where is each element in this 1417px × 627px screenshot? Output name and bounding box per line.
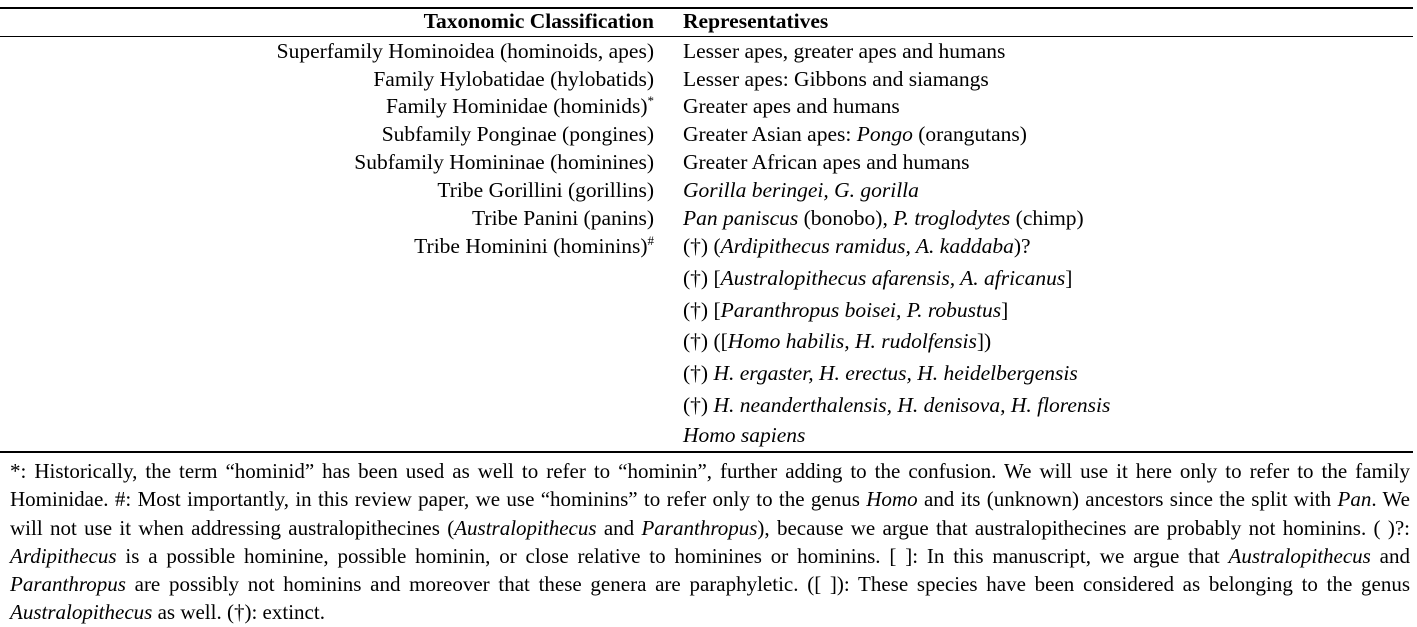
footnote-run: . We will not use it when addressing australopithecines ( [10, 487, 1411, 540]
representatives-run: (orangutans) [912, 122, 1027, 146]
representatives-run: Homo habilis, H. rudolfensis [727, 329, 977, 353]
representatives-cell [683, 152, 970, 174]
representatives-cell [683, 41, 1005, 63]
classification-cell [277, 41, 654, 63]
representatives-run: (†) [ [683, 298, 721, 322]
classification-cell [385, 93, 654, 118]
footnote-run: Paranthropus [10, 572, 126, 597]
representatives-cell [683, 300, 1008, 322]
representatives-cell [683, 331, 991, 353]
representatives-run: H. ergaster, H. erectus, H. heidelbergensis [713, 361, 1078, 385]
classification-cell [382, 124, 654, 146]
representatives-run: Lesser apes: Gibbons and siamangs [683, 67, 989, 91]
representatives-run: Lesser apes, greater apes and humans [683, 39, 1006, 63]
footnote-run: Australopithecus [454, 515, 597, 540]
footnote-run: is a possible hominine, possible hominin, or close relative to hominines or hominins. [ ]: In this manuscript, we argue that [116, 543, 1229, 568]
representatives-run: Greater apes and humans [683, 94, 900, 118]
representatives-run: Australopithecus afarensis, A. africanus [720, 266, 1066, 290]
column-header-taxonomic-classification: Taxonomic Classification [423, 9, 654, 33]
representatives-cell [683, 363, 1078, 385]
footnote-run: Homo [866, 487, 918, 512]
representatives-run: Greater Asian apes: [683, 122, 857, 146]
footnote-run: as well. (†): extinct. [152, 600, 325, 625]
representatives-cell [683, 96, 900, 118]
representatives-run: Gorilla beringei, G. gorilla [683, 178, 919, 202]
classification-label: Tribe Hominini (hominins) [414, 234, 648, 258]
footnote-marker: * [647, 93, 654, 108]
classification-cell [354, 152, 654, 174]
representatives-run: ] [1065, 266, 1073, 290]
representatives-cell [683, 395, 1110, 417]
representatives-run: ]) [976, 329, 992, 353]
classification-label: Family Hominidae (hominids) [385, 94, 648, 118]
representatives-run: Pongo [856, 122, 913, 146]
representatives-run: Ardipithecus ramidus, A. kaddaba [720, 234, 1014, 258]
footnote-run: Ardipithecus [10, 543, 117, 568]
representatives-run: (bonobo), [798, 206, 894, 230]
footnote-run: ), because we argue that australopithecines are probably not hominins. ( )?: [757, 515, 1410, 540]
footnote-run: Pan [1337, 487, 1372, 512]
representatives-run: ] [1001, 298, 1009, 322]
representatives-run: Pan paniscus [683, 206, 799, 230]
classification-label: Subfamily Homininae (hominines) [354, 150, 654, 174]
representatives-run: )? [1013, 234, 1031, 258]
footnote-run: and its (unknown) ancestors since the split with [917, 487, 1338, 512]
classification-label: Family Hylobatidae (hylobatids) [373, 67, 654, 91]
representatives-cell [683, 425, 805, 447]
footnote-run: Australopithecus [10, 600, 153, 625]
representatives-run: Paranthropus boisei, P. robustus [720, 298, 1002, 322]
representatives-run: (†) [683, 361, 714, 385]
footnote-run: *: Historically, the term “hominid” has been used as well to refer to “hominin”, further adding to the confusion. We will use it here only to refer to the family Hominidae. #: Most importantly, in this review paper, we use “hominins” to refer only to the genus [10, 459, 1410, 512]
table-footnote [10, 457, 1410, 627]
classification-cell [472, 208, 654, 230]
classification-cell [437, 180, 654, 202]
classification-cell [414, 233, 654, 258]
representatives-run: P. troglodytes [893, 206, 1011, 230]
classification-cell [373, 69, 654, 91]
representatives-run: (chimp) [1010, 206, 1084, 230]
footnote-run: Australopithecus [1228, 543, 1371, 568]
representatives-cell [683, 208, 1084, 230]
representatives-cell [683, 180, 919, 202]
classification-label: Subfamily Ponginae (pongines) [381, 122, 654, 146]
classification-label: Tribe Panini (panins) [472, 206, 654, 230]
representatives-run: Homo sapiens [683, 423, 806, 447]
representatives-run: (†) ([ [683, 329, 728, 353]
representatives-run: (†) [ [683, 266, 721, 290]
representatives-run: H. neanderthalensis, H. denisova, H. florensis [713, 393, 1111, 417]
representatives-run: (†) [683, 393, 714, 417]
footnote-run: are possibly not hominins and moreover that these genera are paraphyletic. ([ ]): These species have been considered as belonging to the genus [125, 572, 1410, 597]
footnote-run: and [1370, 543, 1410, 568]
representatives-cell [683, 236, 1031, 258]
column-header-representatives: Representatives [683, 9, 829, 33]
footnote-marker: # [647, 233, 654, 248]
footnote-run: Paranthropus [641, 515, 758, 540]
header-rule [0, 36, 1413, 37]
footnote-run: and [596, 515, 642, 540]
representatives-cell [683, 268, 1072, 290]
classification-label: Tribe Gorillini (gorillins) [437, 178, 654, 202]
representatives-cell [683, 69, 989, 91]
representatives-cell [683, 124, 1027, 146]
representatives-run: (†) ( [683, 234, 721, 258]
table-bottom-rule [0, 451, 1413, 453]
representatives-run: Greater African apes and humans [683, 150, 970, 174]
classification-label: Superfamily Hominoidea (hominoids, apes) [276, 39, 654, 63]
